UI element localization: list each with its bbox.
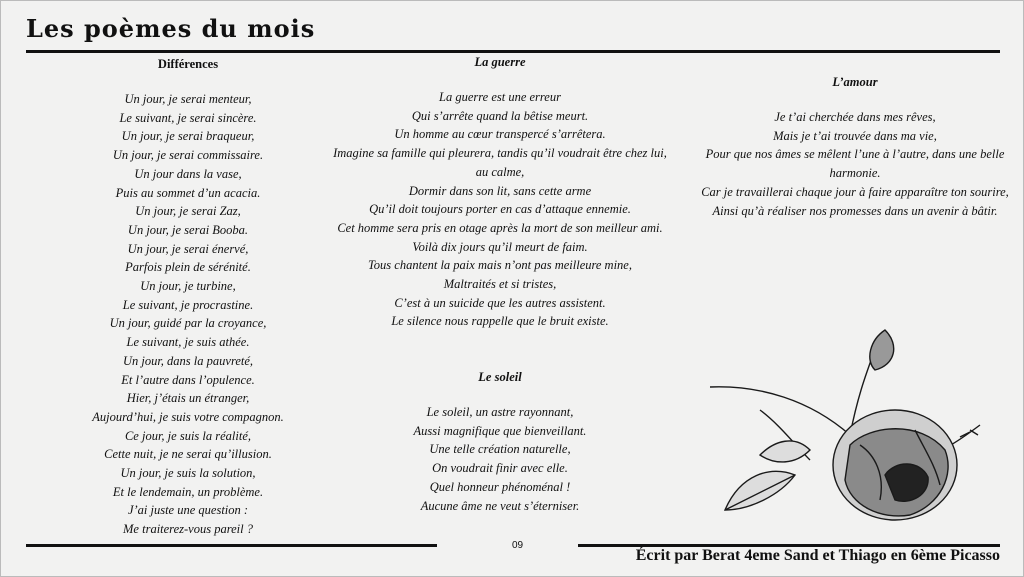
poem-line: Car je travaillerai chaque jour à faire apparaître ton sourire,: [701, 184, 1009, 199]
poem-le-soleil: [330, 370, 670, 515]
poem-line: Un jour, je serai Booba.: [127, 222, 249, 237]
poem-line: Cette nuit, je ne serai qu’illusion.: [104, 447, 272, 462]
poem-la-guerre: [330, 55, 670, 331]
poem-line: J’ai juste une question :: [127, 503, 249, 518]
poem-line: Maltraités et si tristes,: [443, 277, 557, 292]
poem-l-amour: [690, 75, 1020, 220]
poem-line: Qu’il doit toujours porter en cas d’attaque ennemie.: [369, 202, 631, 217]
poem-title: Le soleil: [478, 370, 522, 384]
poem-line: Dormir dans son lit, sans cette arme: [408, 183, 592, 198]
poem-title: L’amour: [832, 75, 878, 89]
poem-line: Le suivant, je procrastine.: [122, 297, 254, 312]
poem-line: On voudrait finir avec elle.: [432, 461, 568, 476]
poem-line: Tous chantent la paix mais n’ont pas meilleure mine,: [368, 258, 632, 273]
poem-title: La guerre: [474, 55, 526, 69]
poem-line: Mais je t’ai trouvée dans ma vie,: [773, 128, 937, 143]
poem-line: Et l’autre dans l’opulence.: [121, 372, 255, 387]
poem-line: Qui s’arrête quand la bêtise meurt.: [411, 108, 589, 123]
poem-line: Un jour, je suis la solution,: [120, 466, 256, 481]
poem-line: Imagine sa famille qui pleurera, tandis qu’il voudrait être chez lui, au calme,: [333, 146, 667, 179]
page-title: Les poèmes du mois: [26, 14, 316, 43]
poem-lines: [40, 90, 336, 539]
page-number: 09: [512, 540, 524, 551]
poem-line: Le silence nous rappelle que le bruit existe.: [391, 314, 609, 329]
poem-line: Le suivant, je suis athée.: [126, 335, 250, 350]
poem-line: Un jour, je serai Zaz,: [135, 204, 241, 219]
poem-line: Aussi magnifique que bienveillant.: [413, 423, 587, 438]
poem-lines: [330, 403, 670, 515]
poem-line: Le suivant, je serai sincère.: [119, 110, 257, 125]
poem-line: Pour que nos âmes se mêlent l’une à l’autre, dans une belle harmonie.: [705, 147, 1005, 181]
poem-line: Le soleil, un astre rayonnant,: [426, 405, 574, 419]
poem-line: C’est à un suicide que les autres assistent.: [394, 295, 606, 310]
poem-line: Puis au sommet d’un acacia.: [115, 185, 261, 200]
poem-line: Un jour, je serai menteur,: [124, 92, 252, 106]
poem-line: Un homme au cœur transpercé s’arrêtera.: [394, 127, 606, 142]
poem-line: Ainsi qu’à réaliser nos promesses dans un avenir à bâtir.: [712, 203, 998, 218]
poem-line: Cet homme sera pris en otage après la mort de son meilleur ami.: [337, 220, 663, 235]
poem-line: Hier, j’étais un étranger,: [126, 391, 250, 406]
top-rule: [26, 50, 1000, 53]
poem-lines: [690, 108, 1020, 220]
poem-title: Différences: [157, 57, 219, 71]
poem-line: Je t’ai cherchée dans mes rêves,: [774, 110, 936, 124]
poem-line: Un jour, je serai énervé,: [127, 241, 249, 256]
rose-illustration: [700, 325, 1000, 535]
poem-line: Aujourd’hui, je suis votre compagnon.: [92, 409, 284, 424]
poem-line: Une telle création naturelle,: [429, 442, 571, 457]
poem-differences: [40, 57, 336, 539]
poem-line: Et le lendemain, un problème.: [112, 484, 264, 499]
poem-lines: [330, 88, 670, 331]
poem-line: Un jour, je turbine,: [140, 279, 236, 294]
poem-line: Aucune âme ne veut s’éterniser.: [420, 498, 580, 513]
bottom-rule-left: [26, 544, 437, 547]
poem-line: Un jour, dans la pauvreté,: [122, 353, 254, 368]
poem-line: Un jour, je serai commissaire.: [112, 148, 264, 163]
poem-line: Parfois plein de sérénité.: [125, 260, 251, 275]
poem-line: Un jour, je serai braqueur,: [121, 129, 255, 144]
poem-line: Un jour dans la vase,: [134, 166, 242, 181]
poem-line: Ce jour, je suis la réalité,: [124, 428, 252, 443]
author-credit: Écrit par Berat 4eme Sand et Thiago en 6ème Picasso: [635, 547, 1000, 564]
poem-line: Voilà dix jours qu’il meurt de faim.: [412, 239, 588, 254]
poem-line: Quel honneur phénoménal !: [429, 479, 571, 494]
poem-line: La guerre est une erreur: [439, 90, 561, 104]
poem-line: Un jour, guidé par la croyance,: [109, 316, 267, 331]
poem-line: Me traiterez-vous pareil ?: [123, 522, 253, 537]
